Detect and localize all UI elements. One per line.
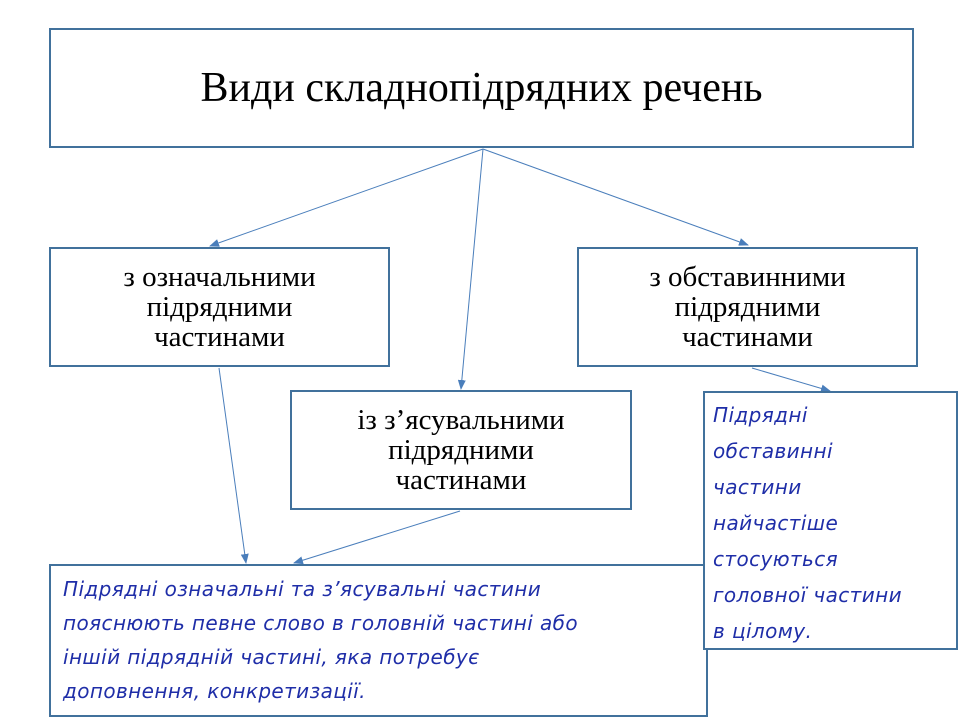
note-right-line-5: стосуються	[713, 547, 839, 571]
attributive-clauses-box	[49, 247, 390, 367]
note-right-line-3: частини	[713, 475, 802, 499]
note-right-line-6: головної частини	[713, 583, 902, 607]
attributive-line-2: підрядними	[146, 291, 293, 323]
adverbial-line-3: частинами	[682, 321, 813, 353]
adverbial-note	[703, 391, 958, 650]
arrow-title-to-attributive	[210, 149, 483, 246]
note-right-line-4: найчастіше	[713, 511, 839, 535]
adverbial-line-1: з обставинними	[649, 261, 846, 293]
note-right-line-7: в цілому.	[713, 619, 813, 643]
note-right-line-2: обставинні	[713, 439, 833, 463]
note-left-line-1: Підрядні означальні та з’ясувальні частини	[63, 577, 542, 601]
attributive-explanatory-note	[49, 564, 708, 717]
explanatory-line-1: із з’ясувальними	[357, 404, 565, 436]
arrow-attributive-to-note	[219, 368, 246, 563]
explanatory-line-2: підрядними	[388, 434, 534, 466]
note-left-line-2: пояснюють певне слово в головній частині або	[63, 611, 579, 635]
explanatory-clauses-box	[290, 390, 632, 510]
note-left-line-3: іншій підрядній частині, яка потребує	[63, 645, 480, 669]
arrow-explanatory-to-note	[294, 511, 460, 563]
attributive-line-3: частинами	[154, 321, 285, 353]
arrow-title-to-explanatory	[461, 149, 483, 389]
arrow-title-to-adverbial	[483, 149, 748, 245]
explanatory-line-3: частинами	[395, 464, 527, 496]
note-left-line-4: доповнення, конкретизації.	[63, 679, 366, 703]
diagram-title: Види складнопідрядних речень	[200, 65, 763, 111]
note-right-line-1: Підрядні	[713, 403, 808, 427]
arrow-adverbial-to-note	[752, 368, 830, 391]
title-box	[49, 28, 914, 148]
attributive-line-1: з означальними	[123, 261, 316, 293]
adverbial-line-2: підрядними	[674, 291, 821, 323]
adverbial-clauses-box	[577, 247, 918, 367]
